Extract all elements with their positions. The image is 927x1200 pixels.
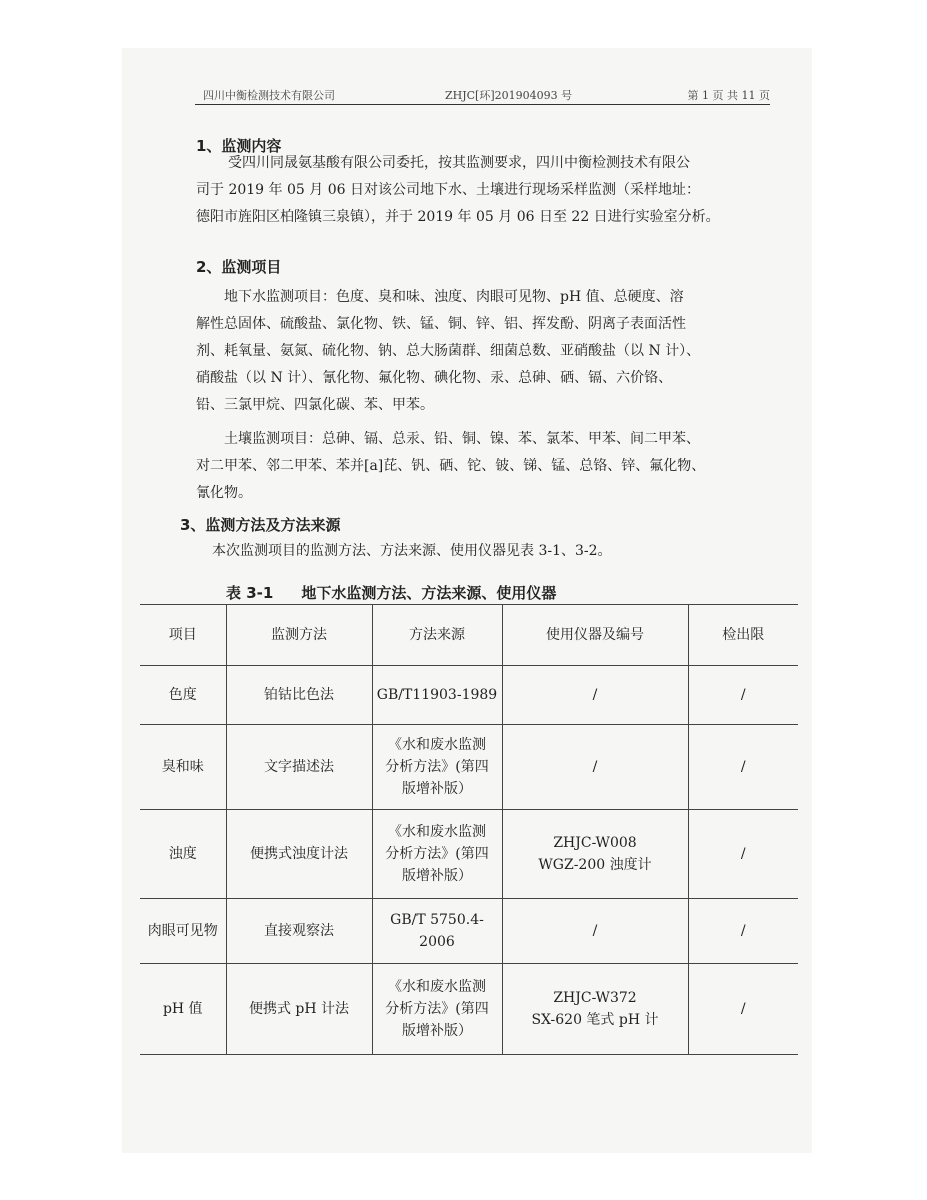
cell-source-line: GB/T 5750.4-2006 [390,912,484,950]
section1-line: 司于 2019 年 05 月 06 日对该公司地下水、土壤进行现场采样监测（采样地址： [196,182,700,198]
cell-method: 直接观察法 [226,899,372,964]
cell-source-line: 分析方法》(第四 [385,759,489,775]
cell-item: 肉眼可见物 [140,899,226,964]
col-header-item: 项目 [140,605,226,666]
groundwater-line: 解性总固体、硫酸盐、氯化物、铁、锰、铜、锌、铝、挥发酚、阴离子表面活性 [196,316,686,332]
cell-source-line: 分析方法》(第四 [385,846,489,862]
col-header-limit: 检出限 [688,605,798,666]
page-header [195,84,770,105]
cell-instrument [502,964,688,1055]
cell-source-line: 《水和废水监测 [388,979,486,995]
cell-source-line: 版增补版） [402,781,472,797]
table-header-row [140,605,798,666]
cell-source-line: 版增补版） [402,868,472,884]
cell-method: 便携式浊度计法 [226,810,372,899]
cell-instrument-line: / [592,759,598,775]
groundwater-line: 地下水监测项目：色度、臭和味、浊度、肉眼可见物、pH 值、总硬度、溶 [224,289,684,305]
cell-source-line: GB/T11903-1989 [376,687,498,703]
cell-item: 浊度 [140,810,226,899]
section1-line: 受四川同晟氨基酸有限公司委托，按其监测要求，四川中衡检测技术有限公 [228,155,690,171]
cell-instrument [502,666,688,725]
cell-limit: / [688,810,798,899]
section3-title: 3、监测方法及方法来源 [180,516,341,534]
section2-title: 2、监测项目 [196,258,282,276]
cell-instrument-line: ZHJC-W008 [553,835,637,851]
cell-source [372,666,502,725]
section1-line: 德阳市旌阳区柏隆镇三泉镇），并于 2019 年 05 月 06 日至 22 日进行实验室分析。 [196,209,720,225]
cell-item: pH 值 [140,964,226,1055]
header-page-number: 第 1 页 共 11 页 [687,89,770,102]
cell-method: 铂钴比色法 [226,666,372,725]
groundwater-line: 硝酸盐（以 N 计）、氰化物、氟化物、碘化物、汞、总砷、硒、镉、六价铬、 [196,370,673,386]
table-row [140,810,798,899]
header-company: 四川中衡检测技术有限公司 [203,89,335,102]
soil-line: 土壤监测项目：总砷、镉、总汞、铅、铜、镍、苯、氯苯、甲苯、间二甲苯、 [224,431,700,447]
soil-items [196,426,705,507]
cell-instrument-line: WGZ-200 浊度计 [538,857,652,873]
cell-limit: / [688,725,798,810]
table-caption [226,582,556,603]
cell-instrument [502,810,688,899]
section1-body [196,150,720,231]
cell-limit: / [688,899,798,964]
cell-source-line: 分析方法》(第四 [385,1001,489,1017]
cell-instrument-line: SX-620 笔式 pH 计 [531,1012,659,1028]
cell-source [372,725,502,810]
table-row [140,964,798,1055]
table-row [140,899,798,964]
cell-source [372,810,502,899]
groundwater-items [196,284,700,419]
cell-instrument-line: ZHJC-W372 [553,990,637,1006]
section3-intro: 本次监测项目的监测方法、方法来源、使用仪器见表 3-1、3-2。 [212,543,612,559]
table-caption-number: 表 3-1 [226,584,274,602]
col-header-method: 监测方法 [226,605,372,666]
groundwater-line: 剂、耗氧量、氨氮、硫化物、钠、总大肠菌群、细菌总数、亚硝酸盐（以 N 计）、 [196,343,701,359]
cell-instrument-line: / [592,923,598,939]
header-report-number: ZHJC[环]201904093 号 [445,89,573,102]
soil-line: 氰化物。 [196,485,252,501]
cell-method: 文字描述法 [226,725,372,810]
cell-source-line: 《水和废水监测 [388,824,486,840]
col-header-instrument: 使用仪器及编号 [502,605,688,666]
cell-method: 便携式 pH 计法 [226,964,372,1055]
cell-limit: / [688,666,798,725]
cell-source-line: 版增补版） [402,1023,472,1039]
groundwater-methods-table [140,604,798,1055]
section1-title: 1、监测内容 [196,137,282,155]
cell-instrument [502,725,688,810]
cell-item: 色度 [140,666,226,725]
table-row [140,725,798,810]
cell-limit: / [688,964,798,1055]
groundwater-line: 铅、三氯甲烷、四氯化碳、苯、甲苯。 [196,397,434,413]
cell-source [372,899,502,964]
cell-source-line: 《水和废水监测 [388,737,486,753]
cell-instrument [502,899,688,964]
cell-instrument-line: / [592,687,598,703]
soil-line: 对二甲苯、邻二甲苯、苯并[a]芘、钒、硒、铊、铍、锑、锰、总铬、锌、氟化物、 [196,458,706,474]
table-caption-text: 地下水监测方法、方法来源、使用仪器 [301,584,557,602]
cell-item: 臭和味 [140,725,226,810]
col-header-source: 方法来源 [372,605,502,666]
cell-source [372,964,502,1055]
table-row [140,666,798,725]
